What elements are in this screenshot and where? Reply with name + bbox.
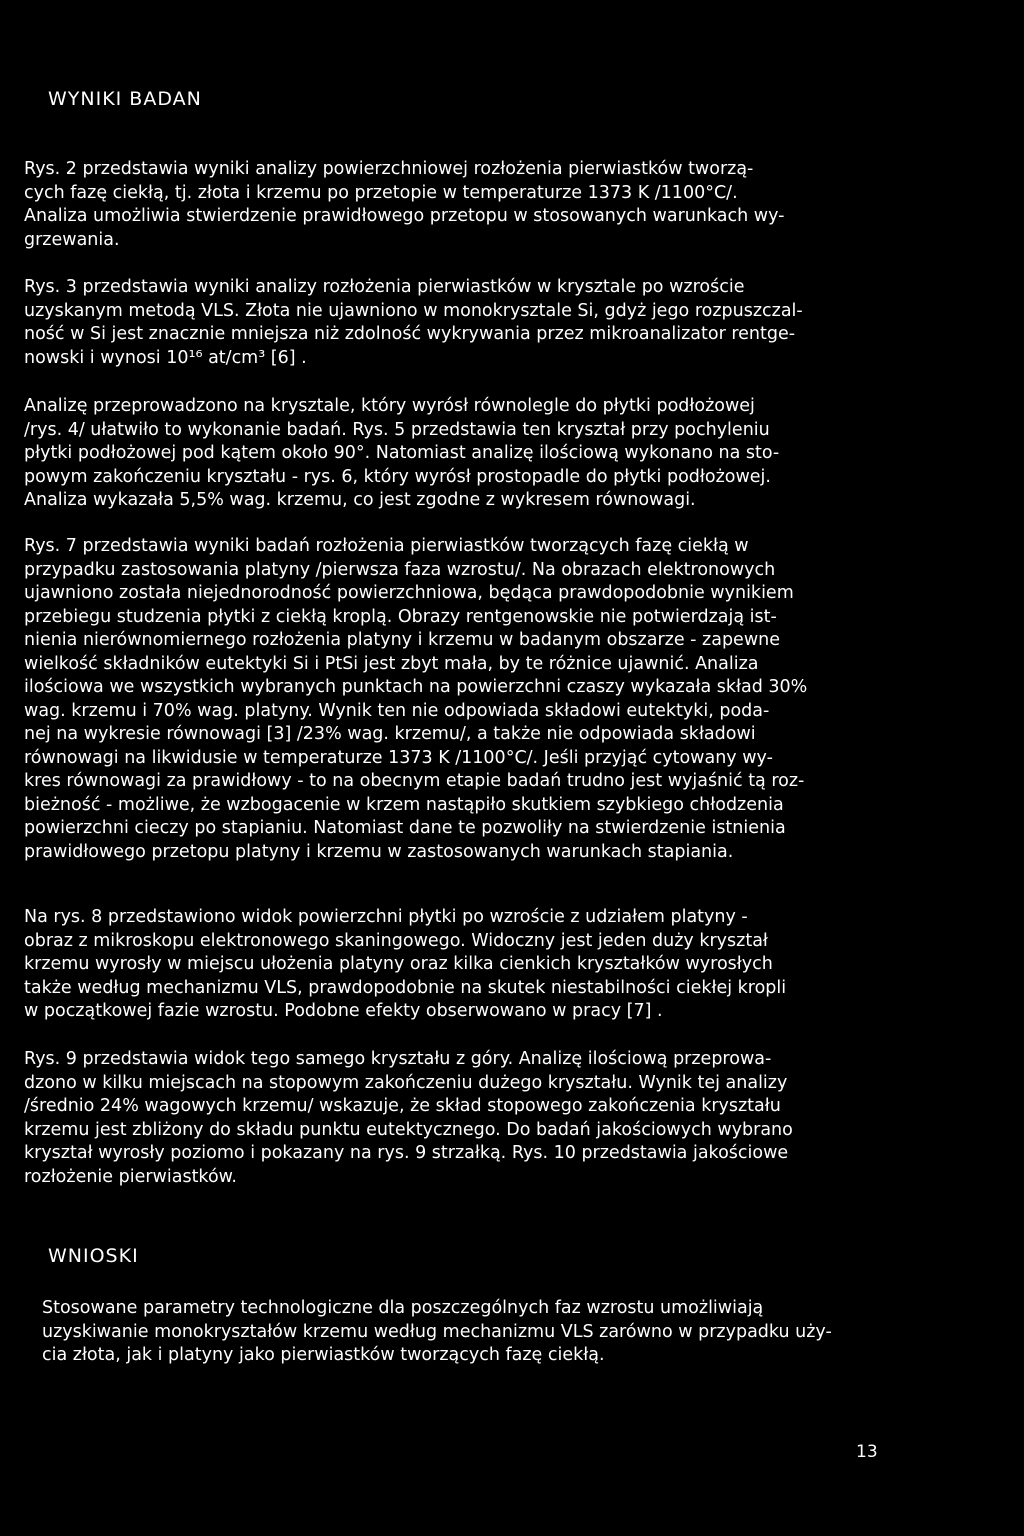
text-line: kryształ wyrosły poziomo i pokazany na rys. 9 strzałką. Rys. 10 przedstawia jakościowe bbox=[24, 1143, 789, 1163]
text-line: bieżność - możliwe, że wzbogacenie w krzem nastąpiło skutkiem szybkiego chłodzenia bbox=[24, 794, 784, 815]
text-line: krzemu wyrosły w miejscu ułożenia platyny oraz kilka cienkich kryształków wyrosłych bbox=[24, 954, 773, 974]
text-line: ilościowa we wszystkich wybranych punktach na powierzchni czaszy wykazała skład 30% bbox=[24, 677, 808, 697]
section-heading-results: WYNIKI BADAN bbox=[48, 88, 202, 110]
text-line: także według mechanizmu VLS, prawdopodobnie na skutek niestabilności ciekłej kropli bbox=[24, 977, 787, 998]
text-line: prawidłowego przetopu platyny i krzemu w zastosowanych warunkach stapiania. bbox=[24, 841, 734, 862]
conclusions-paragraph-text bbox=[42, 1297, 922, 1368]
text-line: ność w Si jest znacznie mniejsza niż zdolność wykrywania przez mikroanalizator rentge- bbox=[24, 324, 796, 344]
text-line: obraz z mikroskopu elektronowego skaningowego. Widoczny jest jeden duży kryształ bbox=[24, 930, 768, 951]
text-line: /rys. 4/ ułatwiło to wykonanie badań. Rys. 5 przedstawia ten kryształ przy pochyleniu bbox=[24, 419, 770, 440]
text-line: Analiza wykazała 5,5% wag. krzemu, co jest zgodne z wykresem równowagi. bbox=[24, 490, 696, 510]
text-line: cia złota, jak i platyny jako pierwiastków tworzących fazę ciekłą. bbox=[42, 1345, 605, 1365]
text-line: Analiza umożliwia stwierdzenie prawidłowego przetopu w stosowanych warunkach wy- bbox=[24, 206, 785, 226]
text-line: Analizę przeprowadzono na krysztale, który wyrósł równolegle do płytki podłożowej bbox=[24, 396, 755, 416]
text-line: dzono w kilku miejscach na stopowym zakończeniu dużego kryształu. Wynik tej analizy bbox=[24, 1072, 788, 1093]
text-line: przypadku zastosowania platyny /pierwsza faza wzrostu/. Na obrazach elektronowych bbox=[24, 559, 776, 580]
text-line: uzyskiwanie monokryształów krzemu według mechanizmu VLS zarówno w przypadku uży- bbox=[42, 1321, 832, 1342]
text-line: grzewania. bbox=[24, 229, 120, 250]
text-line: płytki podłożowej pod kątem około 90°. Natomiast analizę ilościową wykonano na sto- bbox=[24, 443, 780, 463]
text-line: cych fazę ciekłą, tj. złota i krzemu po przetopie w temperaturze 1373 K /1100°C/. bbox=[24, 182, 738, 203]
text-line: wag. krzemu i 70% wag. platyny. Wynik ten nie odpowiada składowi eutektyki, poda- bbox=[24, 700, 770, 721]
text-line: kres równowagi za prawidłowy - to na obecnym etapie badań trudno jest wyjaśnić tą roz- bbox=[24, 771, 805, 791]
text-line: Rys. 7 przedstawia wyniki badań rozłożenia pierwiastków tworzących fazę ciekłą w bbox=[24, 536, 749, 556]
text-line: /średnio 24% wagowych krzemu/ wskazuje, że skład stopowego zakończenia kryształu bbox=[24, 1096, 781, 1116]
text-line: ujawniono została niejednorodność powierzchniowa, będąca prawdopodobnie wynikiem bbox=[24, 583, 794, 603]
text-line: Stosowane parametry technologiczne dla poszczególnych faz wzrostu umożliwiają bbox=[42, 1298, 764, 1318]
text-line: Rys. 3 przedstawia wyniki analizy rozłożenia pierwiastków w krysztale po wzroście bbox=[24, 277, 745, 297]
text-line: Rys. 9 przedstawia widok tego samego kryształu z góry. Analizę ilościową przeprowa- bbox=[24, 1049, 772, 1069]
text-line: nej na wykresie równowagi [3] /23% wag. krzemu/, a także nie odpowiada składowi bbox=[24, 724, 756, 744]
section-heading-conclusions: WNIOSKI bbox=[48, 1245, 139, 1267]
text-line: nowski i wynosi 10¹⁶ at/cm³ [6] . bbox=[24, 347, 307, 368]
text-line: rozłożenie pierwiastków. bbox=[24, 1166, 237, 1187]
text-line: powym zakończeniu kryształu - rys. 6, który wyrósł prostopadle do płytki podłożowej. bbox=[24, 466, 771, 487]
text-line: uzyskanym metodą VLS. Złota nie ujawniono w monokrysztale Si, gdyż jego rozpuszczal- bbox=[24, 300, 803, 321]
text-line: nienia nierównomiernego rozłożenia platyny i krzemu w badanym obszarze - zapewne bbox=[24, 630, 780, 650]
text-line: w początkowej fazie wzrostu. Podobne efekty obserwowano w pracy [7] . bbox=[24, 1001, 663, 1021]
text-line: Na rys. 8 przedstawiono widok powierzchni płytki po wzroście z udziałem platyny - bbox=[24, 907, 748, 927]
text-line: przebiegu studzenia płytki z ciekłą kroplą. Obrazy rentgenowskie nie potwierdzają ist- bbox=[24, 606, 777, 627]
text-line: wielkość składników eutektyki Si i PtSi jest zbyt mała, by te różnice ujawnić. Analiza bbox=[24, 653, 759, 674]
text-line: równowagi na likwidusie w temperaturze 1373 K /1100°C/. Jeśli przyjąć cytowany wy- bbox=[24, 747, 773, 768]
text-line: krzemu jest zbliżony do składu punktu eutektycznego. Do badań jakościowych wybrano bbox=[24, 1119, 793, 1140]
page-number: 13 bbox=[856, 1442, 878, 1462]
text-line: Rys. 2 przedstawia wyniki analizy powierzchniowej rozłożenia pierwiastków tworzą- bbox=[24, 159, 754, 179]
text-line: powierzchni cieczy po stapianiu. Natomiast dane te pozwoliły na stwierdzenie istnienia bbox=[24, 818, 786, 838]
